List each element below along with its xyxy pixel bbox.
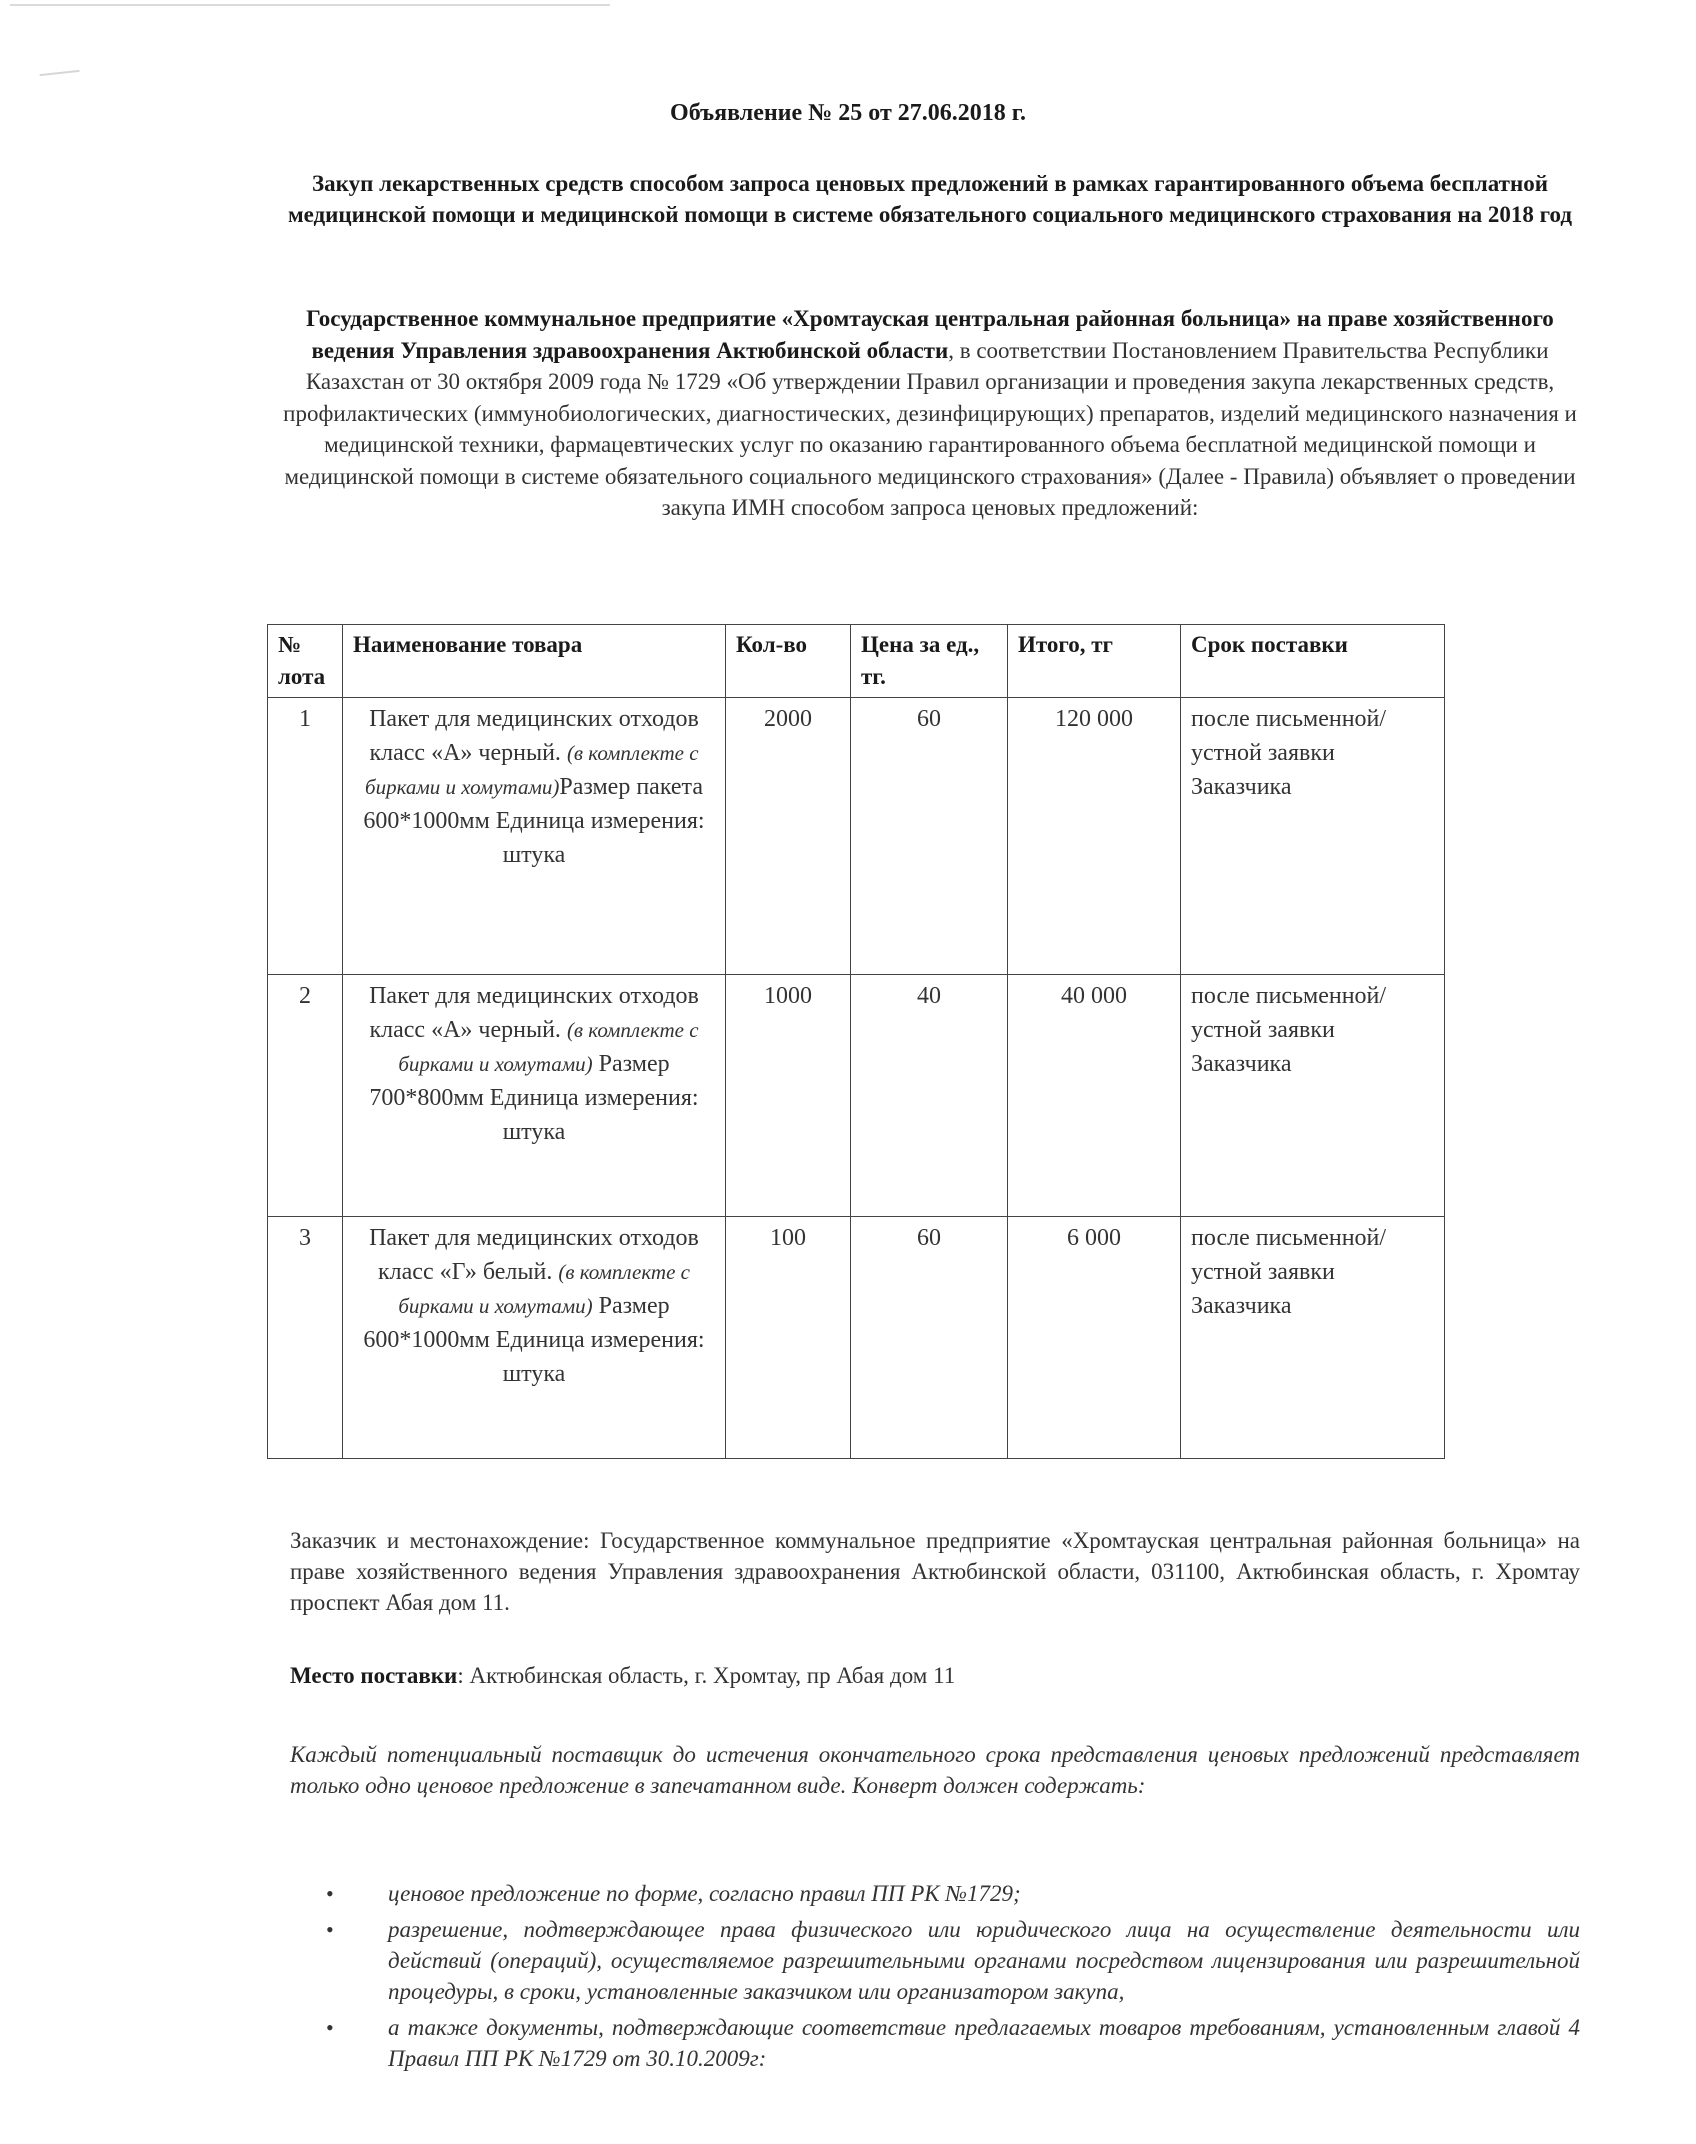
list-item xyxy=(290,1878,1580,1909)
table-row xyxy=(268,698,1445,975)
quantity: 2000 xyxy=(726,698,851,975)
item-name-size: Размер 700*800мм Единица измерения: штука xyxy=(369,1051,699,1145)
unit-price: 40 xyxy=(851,975,1008,1217)
bullet-icon: • xyxy=(326,1917,334,1942)
item-name-main: Пакет для медицинских отходов класс «Г» белый. xyxy=(369,1225,699,1285)
quantity: 1000 xyxy=(726,975,851,1217)
item-name-main: Пакет для медицинских отходов класс «А» черный. xyxy=(369,983,699,1043)
total-price: 120 000 xyxy=(1008,698,1181,975)
lot-number: 2 xyxy=(268,975,343,1217)
item-name xyxy=(343,698,726,975)
requirement-text: разрешение, подтверждающее права физического или юридического лица на осуществление деятельности или действий (операций), осуществляемое разрешительными органами посредством лицензирования или разрешительной процедуры, в сроки, установленные заказчиком или организатором закупа, xyxy=(388,1917,1580,2004)
quantity: 100 xyxy=(726,1217,851,1459)
requirement-text: а также документы, подтверждающие соответствие предлагаемых товаров требованиям, установленным главой 4 Правил ПП РК №1729 от 30.10.2009г: xyxy=(388,2015,1580,2071)
total-price: 40 000 xyxy=(1008,975,1181,1217)
requirement-text: ценовое предложение по форме, согласно правил ПП РК №1729; xyxy=(388,1881,1021,1906)
delivery-place-label: Место поставки xyxy=(290,1663,458,1688)
announcement-subtitle: Закуп лекарственных средств способом запроса ценовых предложений в рамках гарантированного объема бесплатной медицинской помощи и медицинской помощи в системе обязательного социального медицинского страхования на 2018 год xyxy=(287,171,1573,227)
header-item-name: Наименование товара xyxy=(343,625,726,698)
item-name-size: Размер пакета 600*1000мм Единица измерения: штука xyxy=(363,774,705,868)
list-item xyxy=(290,2012,1580,2074)
lot-number: 3 xyxy=(268,1217,343,1459)
bullet-icon: • xyxy=(326,2015,334,2040)
unit-price: 60 xyxy=(851,698,1008,975)
scan-edge-mark xyxy=(10,4,610,6)
header-unit-price: Цена за ед., тг. xyxy=(851,625,1008,698)
delivery-term: после письменной/устной заявки Заказчика xyxy=(1181,1217,1445,1459)
unit-price: 60 xyxy=(851,1217,1008,1459)
instructions-paragraph: Каждый потенциальный поставщик до истечения окончательного срока представления ценовых предложений представляет только одно ценовое предложение в запечатанном виде. Конверт должен содержать: xyxy=(290,1742,1580,1798)
organization-name: Государственное коммунальное предприятие «Хромтауская центральная районная больница» на праве хозяйственного ведения Управления здравоохранения Актюбинской области xyxy=(306,306,1554,363)
delivery-place-value: : Актюбинская область, г. Хромтау, пр Абая дом 11 xyxy=(457,1663,956,1688)
delivery-term: после письменной/устной заявки Заказчика xyxy=(1181,975,1445,1217)
header-total: Итого, тг xyxy=(1008,625,1181,698)
delivery-term: после письменной/устной заявки Заказчика xyxy=(1181,698,1445,975)
table-row xyxy=(268,975,1445,1217)
item-name-note: (в комплекте с бирками и хомутами) xyxy=(365,741,699,799)
intro-text: , в соответствии Постановлением Правительства Республики Казахстан от 30 октября 2009 года № 1729 «Об утверждении Правил организации и проведения закупа лекарственных средств, профилактических (иммунобиологических, диагностических, дезинфицирующих) препаратов, изделий медицинского назначения и медицинской техники, фармацевтических услуг по оказанию гарантированного объема бесплатной медицинской помощи и медицинской помощи в системе обязательного социального медицинского страхования» (Далее - Правила) объявляет о проведении закупа ИМН способом запроса ценовых предложений: xyxy=(283,337,1577,520)
header-delivery-term: Срок поставки xyxy=(1181,625,1445,698)
header-quantity: Кол-во xyxy=(726,625,851,698)
table-row xyxy=(268,1217,1445,1459)
item-name-note: (в комплекте с бирками и хомутами) xyxy=(398,1018,699,1076)
delivery-place-paragraph xyxy=(290,1660,1580,1691)
item-name xyxy=(343,975,726,1217)
table-header-row xyxy=(268,625,1445,698)
item-name-size: Размер 600*1000мм Единица измерения: штука xyxy=(363,1293,705,1387)
lots-table xyxy=(267,624,1445,1459)
item-name-note: (в комплекте с бирками и хомутами) xyxy=(398,1260,690,1318)
intro-paragraph xyxy=(280,303,1580,524)
customer-paragraph: Заказчик и местонахождение: Государственное коммунальное предприятие «Хромтауская центральная районная больница» на праве хозяйственного ведения Управления здравоохранения Актюбинской области, 031100, Актюбинская область, г. Хромтау проспект Абая дом 11. xyxy=(290,1528,1580,1615)
total-price: 6 000 xyxy=(1008,1217,1181,1459)
item-name xyxy=(343,1217,726,1459)
bullet-icon: • xyxy=(326,1881,334,1906)
lot-number: 1 xyxy=(268,698,343,975)
item-name-main: Пакет для медицинских отходов класс «А» черный. xyxy=(369,706,699,766)
header-lot-number: № лота xyxy=(268,625,343,698)
scan-artifact-mark xyxy=(40,70,81,84)
announcement-title: Объявление № 25 от 27.06.2018 г. xyxy=(670,100,1026,126)
requirements-list xyxy=(290,1878,1580,2079)
list-item xyxy=(290,1914,1580,2007)
